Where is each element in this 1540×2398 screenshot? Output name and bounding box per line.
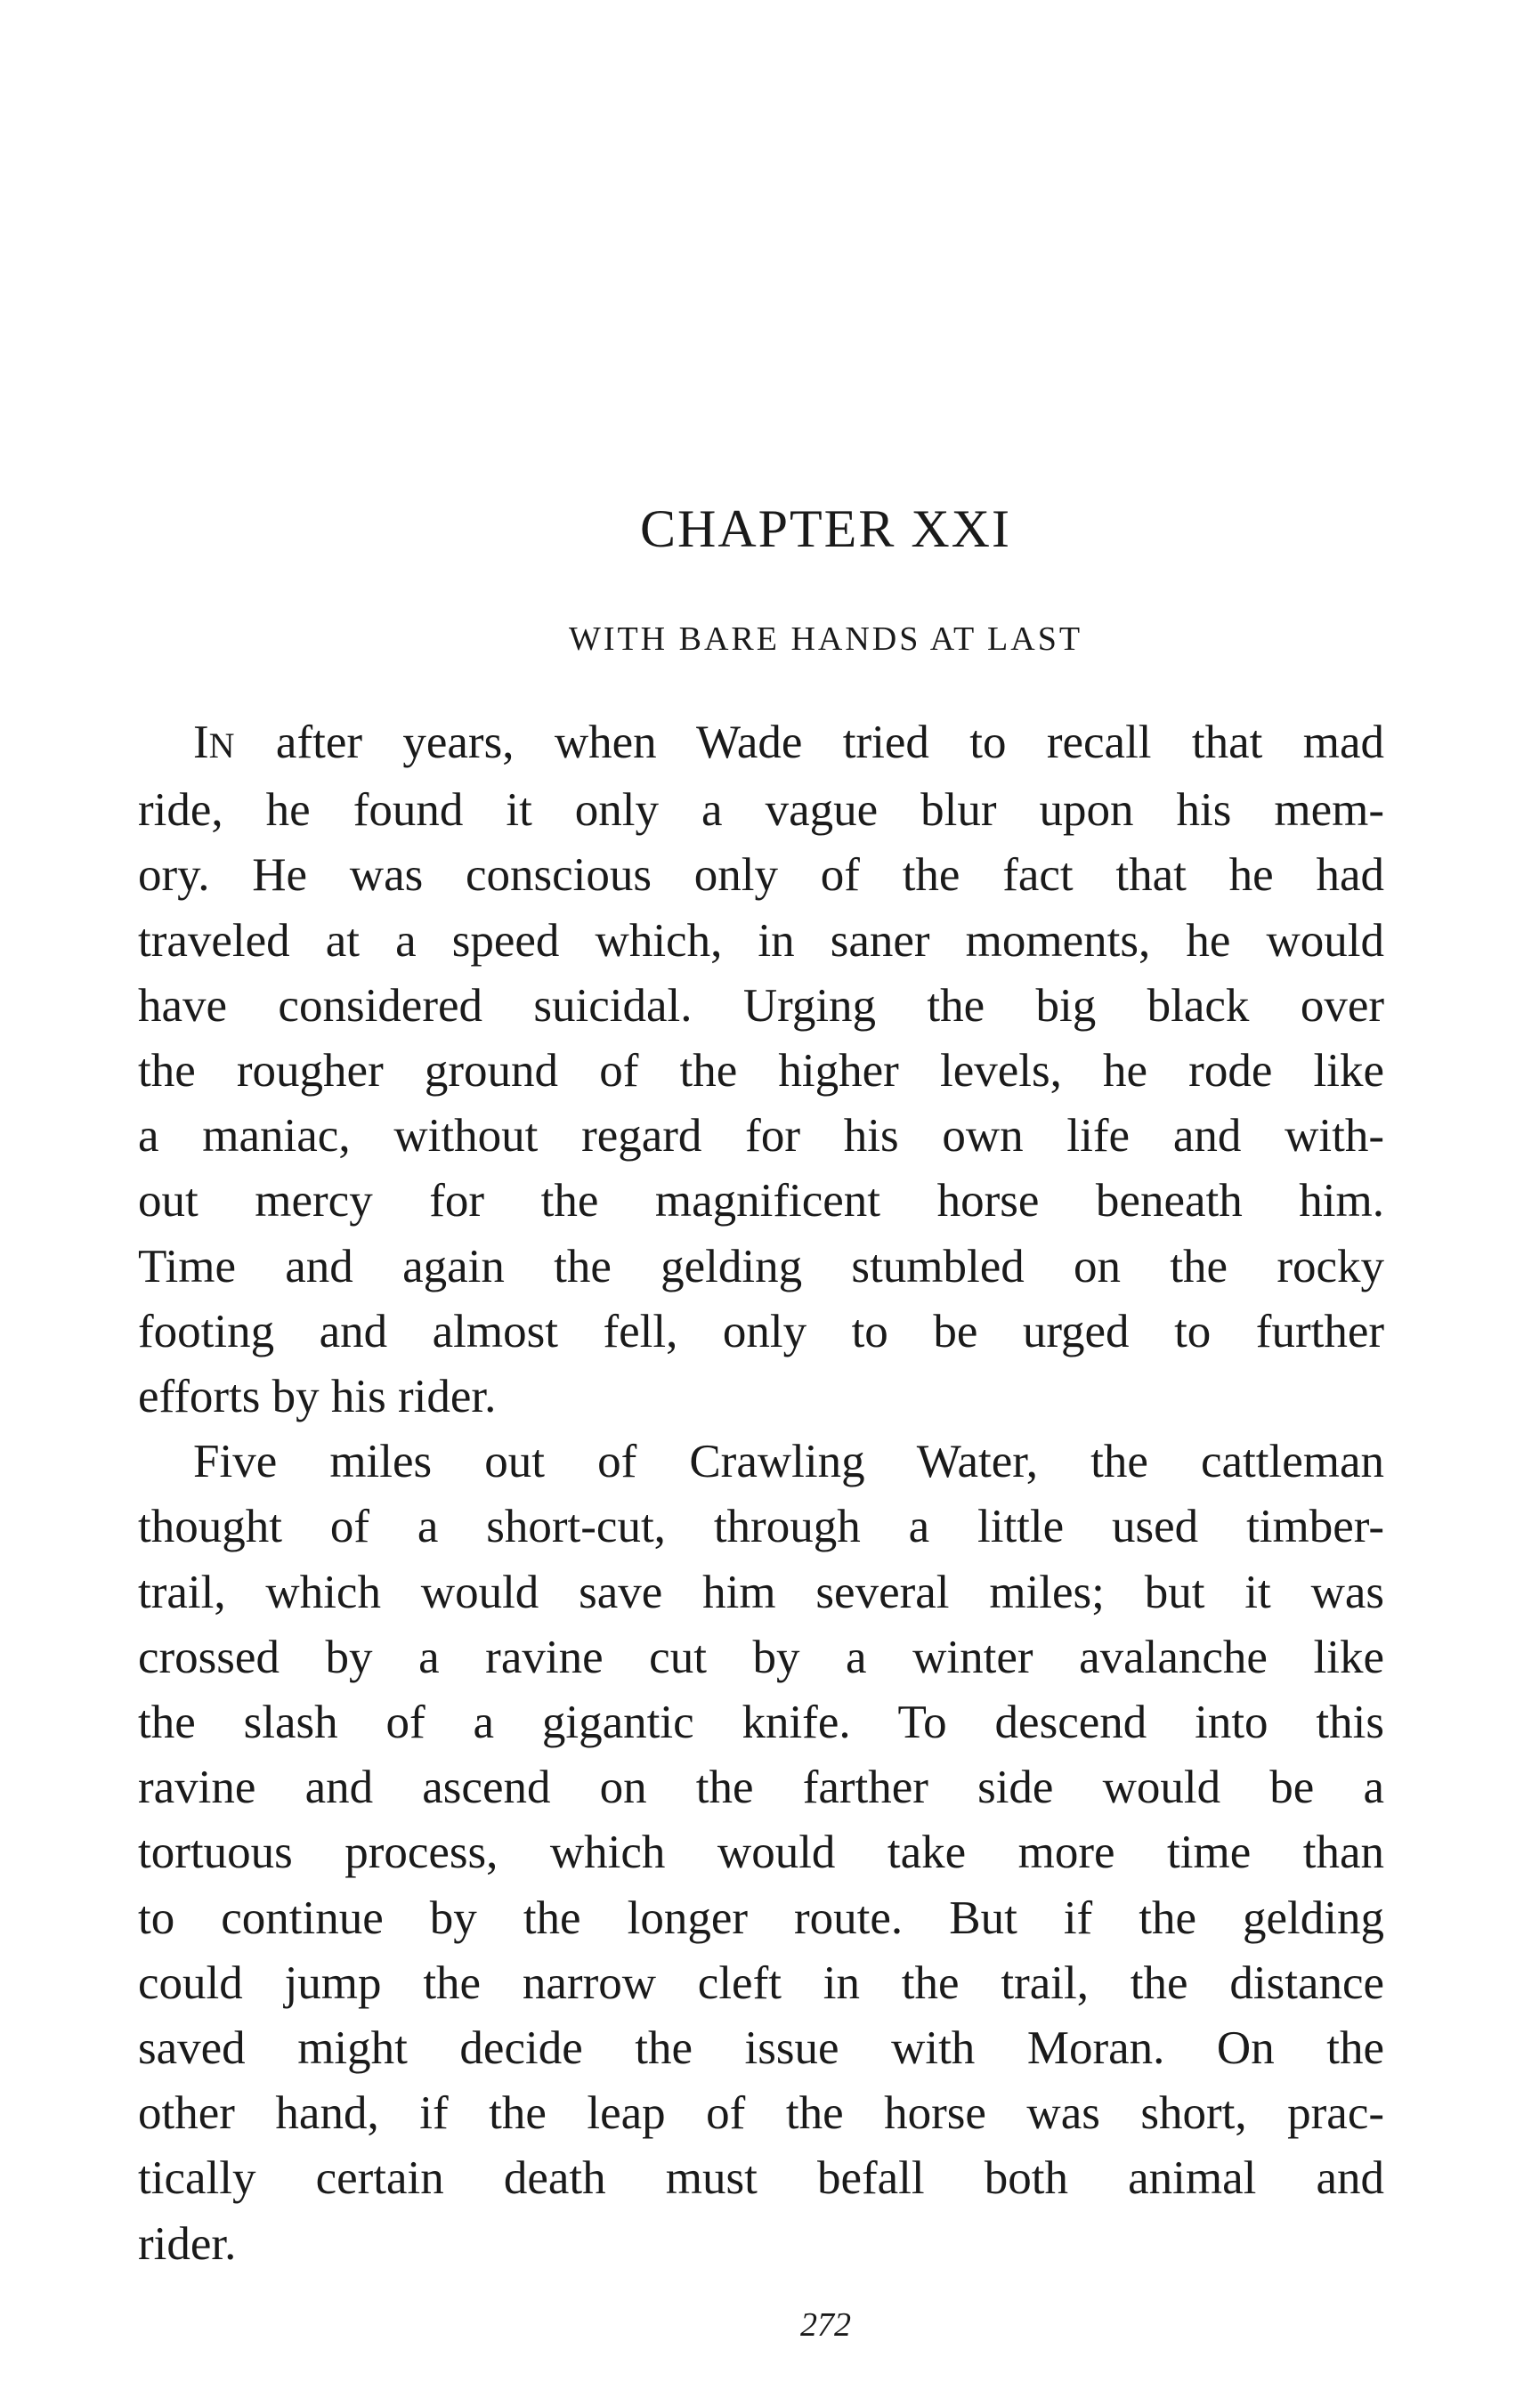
text-line: the slash of a gigantic knife. To descend into this	[138, 1697, 1384, 1749]
text-line: Time and again the gelding stumbled on the rocky	[138, 1240, 1384, 1292]
text-line: other hand, if the leap of the horse was short, prac-	[138, 2087, 1384, 2140]
text-line: trail, which would save him several miles; but it was	[138, 1566, 1384, 1618]
page-number: 272	[800, 2306, 851, 2344]
text-line: Five miles out of Crawling Water, the cattleman	[193, 1436, 1384, 1488]
text-line: out mercy for the magnificent horse beneath him.	[138, 1175, 1384, 1227]
text-line: thought of a short-cut, through a little used timber-	[138, 1501, 1384, 1553]
text-line: tically certain death must befall both animal and	[138, 2152, 1384, 2205]
dropcap-letter: I	[193, 717, 209, 768]
text-line: tortuous process, which would take more time than	[138, 1827, 1384, 1879]
text-line: ory. He was conscious only of the fact that he had	[138, 849, 1384, 902]
text-line: traveled at a speed which, in saner moments, he would	[138, 914, 1384, 967]
paragraph-2	[138, 1430, 1384, 2277]
text-line	[138, 710, 1384, 778]
text-line: to continue by the longer route. But if the gelding	[138, 1892, 1384, 1944]
text-line: footing and almost fell, only to be urged to further	[138, 1305, 1384, 1357]
text-line: ride, he found it only a vague blur upon his mem-	[138, 784, 1384, 837]
chapter-heading: CHAPTER XXI	[639, 499, 1011, 558]
text-line-content: after years, when Wade tried to recall that mad	[235, 717, 1384, 768]
text-line: ravine and ascend on the farther side would be a	[138, 1762, 1384, 1814]
smallcaps-letters: N	[208, 725, 236, 766]
text-line: crossed by a ravine cut by a winter avalanche like	[138, 1631, 1384, 1683]
chapter-subtitle: WITH BARE HANDS AT LAST	[568, 620, 1083, 658]
paragraph-1	[138, 710, 1384, 1430]
text-line: rider.	[138, 2217, 237, 2270]
text-line: saved might decide the issue with Moran. On the	[138, 2022, 1384, 2075]
text-line: efforts by his rider.	[138, 1371, 497, 1423]
text-line: could jump the narrow cleft in the trail, the distance	[138, 1956, 1384, 2009]
text-line: have considered suicidal. Urging the big black over	[138, 979, 1384, 1032]
text-line: a maniac, without regard for his own life and with-	[138, 1110, 1384, 1163]
body-text	[138, 710, 1384, 2277]
text-line: the rougher ground of the higher levels, he rode like	[138, 1045, 1384, 1098]
